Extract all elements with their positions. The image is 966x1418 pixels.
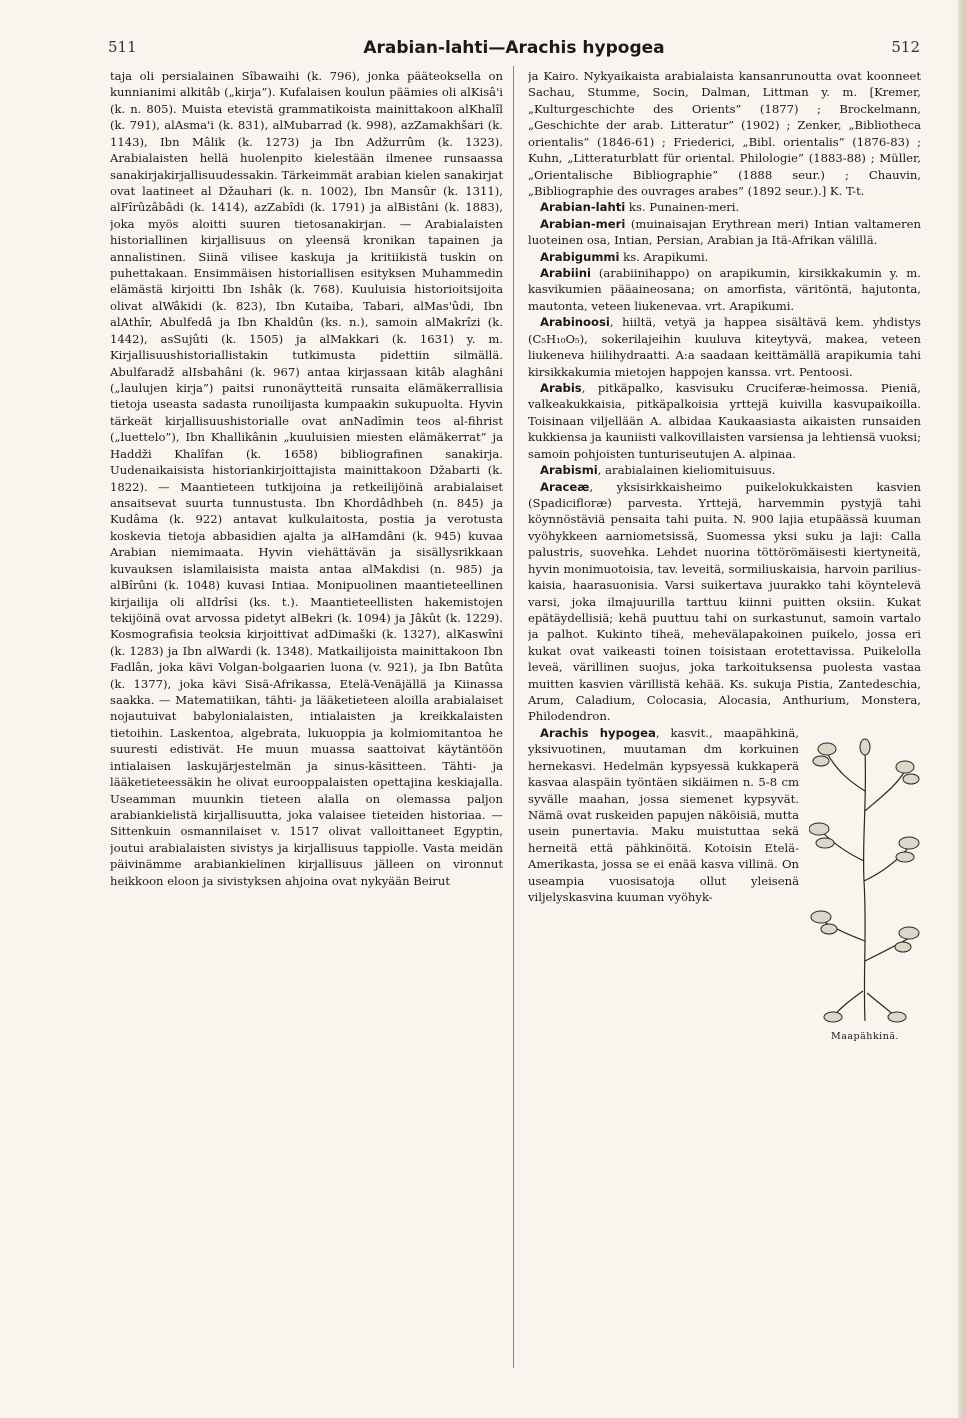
- entry-body: ks. Punainen-meri.: [625, 200, 740, 215]
- leaflet: [899, 837, 919, 849]
- peanut-pod: [824, 1012, 842, 1022]
- peanut-plant-figure: [809, 731, 921, 1043]
- headword: Arabigummi: [540, 249, 620, 264]
- running-title: Arabian-lahti—Arachis hypogea: [363, 38, 665, 58]
- book-spine-edge: [958, 0, 966, 1418]
- entry-body: , hiiltä, vetyä ja happea sisältävä kem. yhdistys (C₅H₁₀O₅), sokerilajeihin kuuluva kiteytyvä, makea, veteen liukeneva hiilihydraatti. A:a saadaan keittämällä arapikumia tahi kirsikkakumia mietojen happojen kanssa. vrt. Pentoosi.: [528, 315, 921, 379]
- headword: Arachis hypogea: [540, 725, 656, 740]
- flower: [860, 739, 870, 755]
- entry-body: , arabialainen kieliomituisuus.: [597, 463, 776, 478]
- leaflet: [899, 927, 919, 939]
- leaflet: [811, 911, 831, 923]
- leaflet: [896, 852, 914, 862]
- peanut-pod: [888, 1012, 906, 1022]
- entry-body: (arabiinihappo) on arapikumin, kirsikkakumin y. m. kasvikumien pääaineosana; on amorfista, väritöntä, hajutonta, mautonta, veteen liukenevaa. vrt. Arapikumi.: [528, 266, 921, 313]
- entry-arabinoosi: [528, 314, 921, 380]
- headword: Arabiini: [540, 266, 591, 281]
- leaflet: [816, 838, 834, 848]
- left-column: [110, 68, 503, 1370]
- leaf-branch: [865, 771, 905, 811]
- article-text: taja oli persialainen Sîbawaihi (k. 796), jonka pääteoksella on kunnianimi alkitâb („kirja”). Kufalaisen koulun päämies oli alKisâ'i (k. n. 805). Muista etevistä grammatikoista mainittakoon alKhalîl (k. 791), alAsma'i (k. 831), alMubarrad (k. 998), azZamakhšari (k. 1143), Ibn Mâlik (k. 1273) ja Ibn Adžurrûm (k. 1323). Arabialaisten hellä huolenpito kielestään ilmenee runsaassa sanakirjakirjallisuudessakin. Tärkeimmät arabian kielen sanakirjat ovat laatineet al Džauhari (k. n. 1002), Ibn Mansûr (k. 1311), alFîrûzâbâdi (k. 1414), azZabîdi (k. 1791) ja alBistâni (k. 1883), joka myös aloitti suuren tietosanakirjan. — Arabialaisten historiallinen kirjallisuus on yleensä kronikan tapainen ja annalistinen. Siinä vilisee kaskuja ja kritiikistä tuskin on puhettakaan. Ensimmäisen historiallisen esityksen Muhammedin elämästä kirjoitti Ibn Ishâk (k. 768). Kuuluisia historioitsijoita olivat alWâkidi (k. 823), Ibn Kutaiba, Tabari, alMas'ûdi, Ibn alAthîr, Abulfedâ ja Ibn Khaldûn (ks. n.), samoin alMakrîzi (k. 1442), asSujûti (k. 1505) ja alMakkari (k. 1631) y. m. Kirjallisuushistoriallistakin tutkimusta pidettiin silmällä. Abulfaradž alIsbahâni (k. 967) antaa kirjassaan kitâb alaghâni („laulujen kirja”) paitsi runonäytteitä runsaita elämäkerrallisia tietoja useasta sadasta runoilijasta kumpaakin sukupuolta. Hyvin tärkeät kirjallisuushistorialle ovat anNadîmin teos al-fihrist („luettelo”), Ibn Khallikânin „kuuluisien miesten elämäkerrat” ja Haddži Khalîfan (k. 1658) bibliografinen sanakirja. Uudenaikaisista historiankirjoittajista mainittakoon Džabarti (k. 1822). — Maantieteen tutkijoina ja retkeilijöinä arabialaiset ansaitsevat suurta tunnustusta. Ibn Khordâdhbeh (n. 845) ja Kudâma (k. 922) antavat kulkulaitosta, postia ja verotusta koskevia tietoja abbasidien ajalta ja alHamdâni (k. 945) kuvaa Arabian niemimaata. Hyvin viehättävän ja sisällysrikkaan kuvauksen islamilaisista maista antaa alMakdisi (n. 985) ja alBîrûni (k. 1048) kuvasi Intiaa. Monipuolinen maantieteellinen kirjailija oli alIdrîsi (ks. t.). Maantieteellisten hakemistojen tekijöinä ovat arvossa pidetyt alBekri (k. 1094) ja Jâkût (k. 1229). Kosmografisia teoksia kirjoittivat adDimaški (k. 1327), alKaswîni (k. 1283) ja Ibn alWardi (k. 1348). Matkailijoista mainittakoon Ibn Fadlân, joka kävi Volgan-bolgaarien luona (v. 921), ja Ibn Batûta (k. 1377), joka kävi Sisä-Afrikassa, Etelä-Venäjällä ja Kiinassa saakka. — Matematiikan, tähti- ja lääketieteen aloilla arabialaiset nojautuivat babylonialaisten, intialaisten ja kreikkalaisten tietoihin. Laskentoa, algebrata, lukuoppia ja kolmiomitantoa he suuresti edistivät. He muun muassa saattoivat käytäntöön intialaisen laskujärjestelmän ja sinus-käsitteen. Tähti- ja lääketieteessäkin he olivat eurooppalaisten opettajina keskiajalla. Useamman muunkin tieteen alalla on olemassa paljon arabiankielistä kirjallisuutta, joka valaisee tieteiden historiaa. — Sittenkuin osmannilaiset v. 1517 olivat valloittaneet Egyptin, joutui arabialaisten sivistys ja kirjallisuus tappiolle. Vasta meidän päivinämme arabiankielinen kirjallisuus jälleen on vironnut heikkoon eloon ja sivistyksen ahjoina ovat nykyään Beirut: [110, 69, 503, 888]
- leaflet: [895, 942, 911, 952]
- entry-arachis-hypogea: [528, 725, 921, 1042]
- entry-arabian-meri: [528, 216, 921, 249]
- entry-araceae: [528, 479, 921, 725]
- column-divider: [513, 66, 514, 1368]
- leaflet: [903, 774, 919, 784]
- page-number-left: 511: [108, 38, 137, 56]
- entry-arabian-lahti: [528, 199, 921, 215]
- entry-arabismi: [528, 462, 921, 478]
- leaflet: [809, 823, 829, 835]
- article-continuation: ja Kairo. Nykyaikaista arabialaista kansanrunoutta ovat koonneet Sachau, Stumme, Socin, Dalman, Littman y. m. [Kremer, „Kulturgeschichte des Orients” (1877) ; Brockelmann, „Geschichte der arab. Litteratur” (1902) ; Zenker, „Bibliotheca orientalis” (1846-61) ; Friederici, „Bibl. orientalis” (1876-83) ; Kuhn, „Litteraturblatt für oriental. Philologie” (1883-88) ; Müller, „Orientalische Bibliographie” (1888 seur.) ; Chauvin, „Bibliographie des ouvrages arabes” (1892 seur.).] K. T-t.: [528, 69, 921, 198]
- page-number-right: 512: [891, 38, 920, 56]
- entry-body: (muinaisajan Erythrean meri) Intian valtameren luoteinen osa, Intian, Persian, Arabian ja Itä-Afrikan välillä.: [528, 216, 921, 248]
- page-header: [108, 38, 920, 64]
- leaflet: [813, 756, 829, 766]
- headword: Arabian-meri: [540, 216, 626, 231]
- headword: Araceæ: [540, 479, 590, 494]
- headword: Arabismi: [540, 463, 598, 478]
- entry-body: , kasvit., maapähkinä, yksivuotinen, muutaman dm korkuinen hernekasvi. Hedelmän kypsyessä kukkaperä kasvaa alaspäin työntäen sikiäimen n. 5-8 cm syvälle maahan, jossa siemenet kypsyvät. Nämä ovat ruskeiden papujen näköisiä, mutta usein punertavia. Maku muistuttaa sekä herneitä että pähkinöitä. Kotoisin Etelä-Amerikasta, jossa se ei enää kasva villinä. On useampia vuosisatoja ollut yleisenä viljelyskasvina kuuman vyöhyk-: [528, 725, 799, 905]
- right-column: [528, 68, 921, 1370]
- entry-body: , yksisirkkaisheimo puikelokukkaisten kasvien (Spadicifloræ) parvesta. Yrttejä, harvemmin pystyjä tahi köynnöstäviä pensaita tahi puita. N. 900 lajia etupäässä kuuman vyöhykkeen aarniometsissä, Suomessa yksi suku ja laji: Calla palustris, suovehka. Lehdet nuorina töttörömäisesti kiertyneitä, hyvin monimuotoisia, tav. leveitä, sormiliuskaisia, harvoin parilius-kaisia, haarasuonisia. Varsi suikertava juurakko tahi köyntelevä varsi, joka ilmajuurilla tarttuu kiinni puitten oksiin. Kukat epätäydellisiä; kehä puuttuu tahi on surkastunut, samoin vartalo ja palhot. Kukinto tiheä, mehevälapakoinen puikelo, jossa eri kukat ovat vaikeasti toinen toisistaan erotettavissa. Puikelolla leveä, värillinen suojus, joka tarkoituksensa puolesta vastaa muitten kasvien värillistä kehää. Ks. sukuja Pistia, Zantedeschia, Arum, Caladium, Colocasia, Alocasia, Anthurium, Monstera, Philodendron.: [528, 479, 921, 724]
- entry-arabis: [528, 380, 921, 462]
- leaflet: [818, 743, 836, 755]
- entry-body: , pitkäpalko, kasvisuku Cruciferæ-heimossa. Pieniä, valkeakukkaisia, pitkäpalkoisia yrttejä kuivilla kasvupaikoilla. Toisinaan viljellään A. albidaa Kaukaasiasta aikaisten runsaiden kukkiensa ja kauniisti valkovillaisten varsiensa ja lehtiensä vuoksi; samoin pohjoisten tunturiseutujen A. alpinaa.: [528, 381, 921, 461]
- entry-arabiini: [528, 265, 921, 314]
- plant-stem: [864, 751, 866, 1021]
- figure-caption: Maapähkinä.: [830, 1030, 899, 1042]
- entry-arabigummi: [528, 249, 921, 265]
- entry-body: ks. Arapikumi.: [619, 249, 709, 264]
- leaflet: [821, 924, 837, 934]
- headword: Arabian-lahti: [540, 200, 626, 215]
- leaflet: [896, 761, 914, 773]
- leaf-branch: [827, 753, 865, 791]
- peanut-plant-illustration: [809, 731, 921, 1027]
- headword: Arabis: [540, 381, 582, 396]
- headword: Arabinoosi: [540, 315, 610, 330]
